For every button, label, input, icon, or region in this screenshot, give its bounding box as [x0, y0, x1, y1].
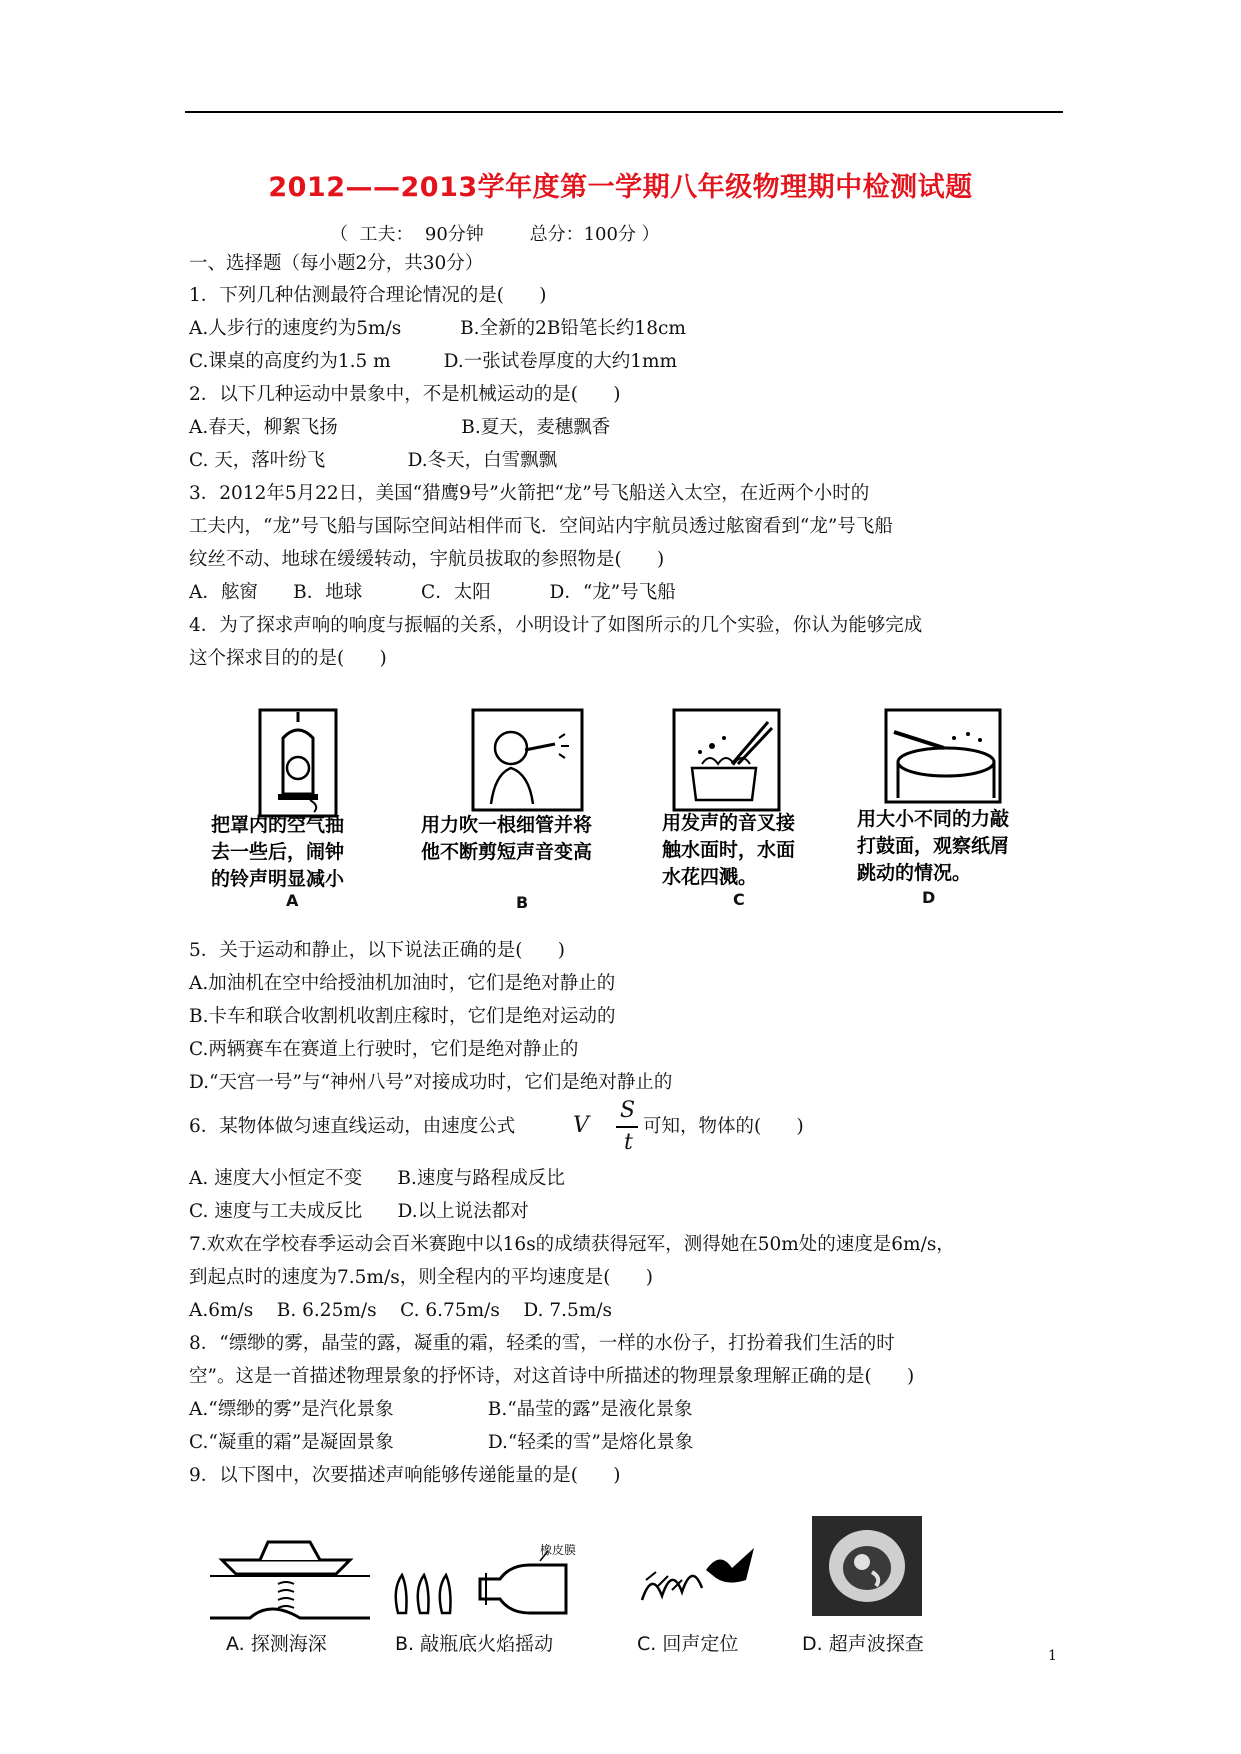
page-title: 2012——2013学年度第一学期八年级物理期中检测试题 — [268, 172, 973, 203]
q8-options-cd: C.“凝重的霜”是凝固景象 D.“轻柔的雪”是熔化景象 — [189, 1432, 694, 1453]
question-3-line2: 工夫内，“龙”号飞船与国际空间站相伴而飞．空间站内宇航员透过舷窗看到“龙”号飞船 — [189, 516, 893, 537]
q8-options-ab: A.“缥缈的雾”是汽化景象 B.“晶莹的露”是液化景象 — [189, 1399, 693, 1420]
formula-denominator: t — [624, 1130, 633, 1155]
figure2-caption-d: D. 超声波探查 — [802, 1633, 924, 1655]
question-9: 9．以下图中，次要描述声响能够传递能量的是( ) — [189, 1465, 621, 1486]
q2-options-cd: C. 天，落叶纷飞 D.冬天，白雪飘飘 — [189, 450, 558, 471]
figure-d-letter: D — [922, 888, 936, 907]
q3-options: A．舷窗 B．地球 C．太阳 D．“龙”号飞船 — [189, 582, 676, 603]
question-3-line1: 3．2012年5月22日，美国“猎鹰9号”火箭把“龙”号飞船送入太空，在近两个小时的 — [189, 483, 870, 504]
q7-options: A.6m/s B. 6.25m/s C. 6.75m/s D. 7.5m/s — [189, 1300, 613, 1321]
question-5: 5．关于运动和静止，以下说法正确的是( ) — [189, 940, 565, 961]
question-2: 2．以下几种运动中景象中，不是机械运动的是( ) — [189, 384, 621, 405]
question-4-line2: 这个探求目的的是( ) — [189, 648, 387, 669]
figure-bat-echo-icon — [636, 1540, 756, 1610]
q6-options-cd: C. 速度与工夫成反比 D.以上说法都对 — [189, 1201, 529, 1222]
formula-v: V — [573, 1113, 589, 1138]
question-8-line1: 8．“缥缈的雾，晶莹的露，凝重的霜，轻柔的雪，一样的水份子，打扮着我们生活的时 — [189, 1333, 895, 1354]
question-7-line1: 7.欢欢在学校春季运动会百米赛跑中以16s的成绩获得冠军，测得她在50m处的速度是6m/s， — [189, 1234, 955, 1255]
rubber-membrane-label: 橡皮膜 — [540, 1543, 577, 1557]
figure-b-caption: 用力吹一根细管并将 他不断剪短声音变高 — [421, 814, 593, 863]
q5-option-b: B.卡车和联合收割机收割庄稼时，它们是绝对运动的 — [189, 1006, 616, 1027]
header-rule — [185, 111, 1063, 113]
figure2-caption-b: B. 敲瓶底火焰摇动 — [395, 1633, 554, 1655]
figure2-caption-c: C. 回声定位 — [637, 1633, 739, 1655]
figure-sonar-boat-icon — [210, 1530, 370, 1622]
figure-c-caption: 用发声的音叉接 触水面时，水面 水花四溅。 — [662, 812, 796, 888]
question-1: 1．下列几种估测最符合理论情况的是( ) — [189, 285, 547, 306]
figure-c-tuning-fork-icon — [672, 708, 781, 812]
figure-ultrasound-icon — [812, 1516, 922, 1616]
section-heading: 一、选择题（每小题2分，共30分） — [189, 253, 484, 274]
page-number: 1 — [1048, 1648, 1057, 1664]
q1-options-cd: C.课桌的高度约为1.5 m D.一张试卷厚度的大约1mm — [189, 351, 678, 372]
question-7-line2: 到起点时的速度为7.5m/s，则全程内的平均速度是( ) — [189, 1267, 653, 1288]
question-3-line3: 纹丝不动、地球在缓缓转动，宇航员拔取的参照物是( ) — [189, 549, 665, 570]
exam-meta: （ 工夫： 90分钟 总分：100分 ） — [330, 224, 660, 245]
figure-d-drum-icon — [884, 708, 1002, 804]
question-8-line2: 空”。这是一首描述物理景象的抒怀诗，对这首诗中所描述的物理景象理解正确的是( ) — [189, 1366, 915, 1387]
figure-a-bell-jar-icon — [258, 708, 338, 818]
figure2-caption-a: A. 探测海深 — [226, 1633, 327, 1655]
q5-option-a: A.加油机在空中给授油机加油时，它们是绝对静止的 — [189, 973, 616, 994]
q6-options-ab: A. 速度大小恒定不变 B.速度与路程成反比 — [189, 1168, 565, 1189]
question-6-prefix: 6．某物体做匀速直线运动，由速度公式 — [189, 1116, 516, 1137]
q2-options-ab: A.春天，柳絮飞扬 B.夏天，麦穗飘香 — [189, 417, 611, 438]
figure-d-caption: 用大小不同的力敲 打鼓面，观察纸屑 跳动的情况。 — [857, 808, 1010, 884]
figure-b-blowing-tube-icon — [471, 708, 584, 812]
fraction-bar — [616, 1126, 638, 1128]
q1-options-ab: A.人步行的速度约为5m/s B.全新的2B铅笔长约18cm — [189, 318, 686, 339]
figure-a-letter: A — [286, 891, 299, 910]
figure-a-caption: 把罩内的空气抽 去一些后，闹钟 的铃声明显减小 — [211, 814, 345, 890]
figure-c-letter: C — [733, 890, 745, 909]
question-6-suffix: 可知，物体的( ) — [643, 1116, 804, 1137]
q5-option-c: C.两辆赛车在赛道上行驶时，它们是绝对静止的 — [189, 1039, 579, 1060]
question-4-line1: 4．为了探求声响的响度与振幅的关系，小明设计了如图所示的几个实验，你认为能够完成 — [189, 615, 923, 636]
figure-b-letter: B — [516, 893, 529, 912]
formula-numerator: S — [620, 1098, 636, 1123]
q5-option-d: D.“天宫一号”与“神州八号”对接成功时，它们是绝对静止的 — [189, 1072, 673, 1093]
